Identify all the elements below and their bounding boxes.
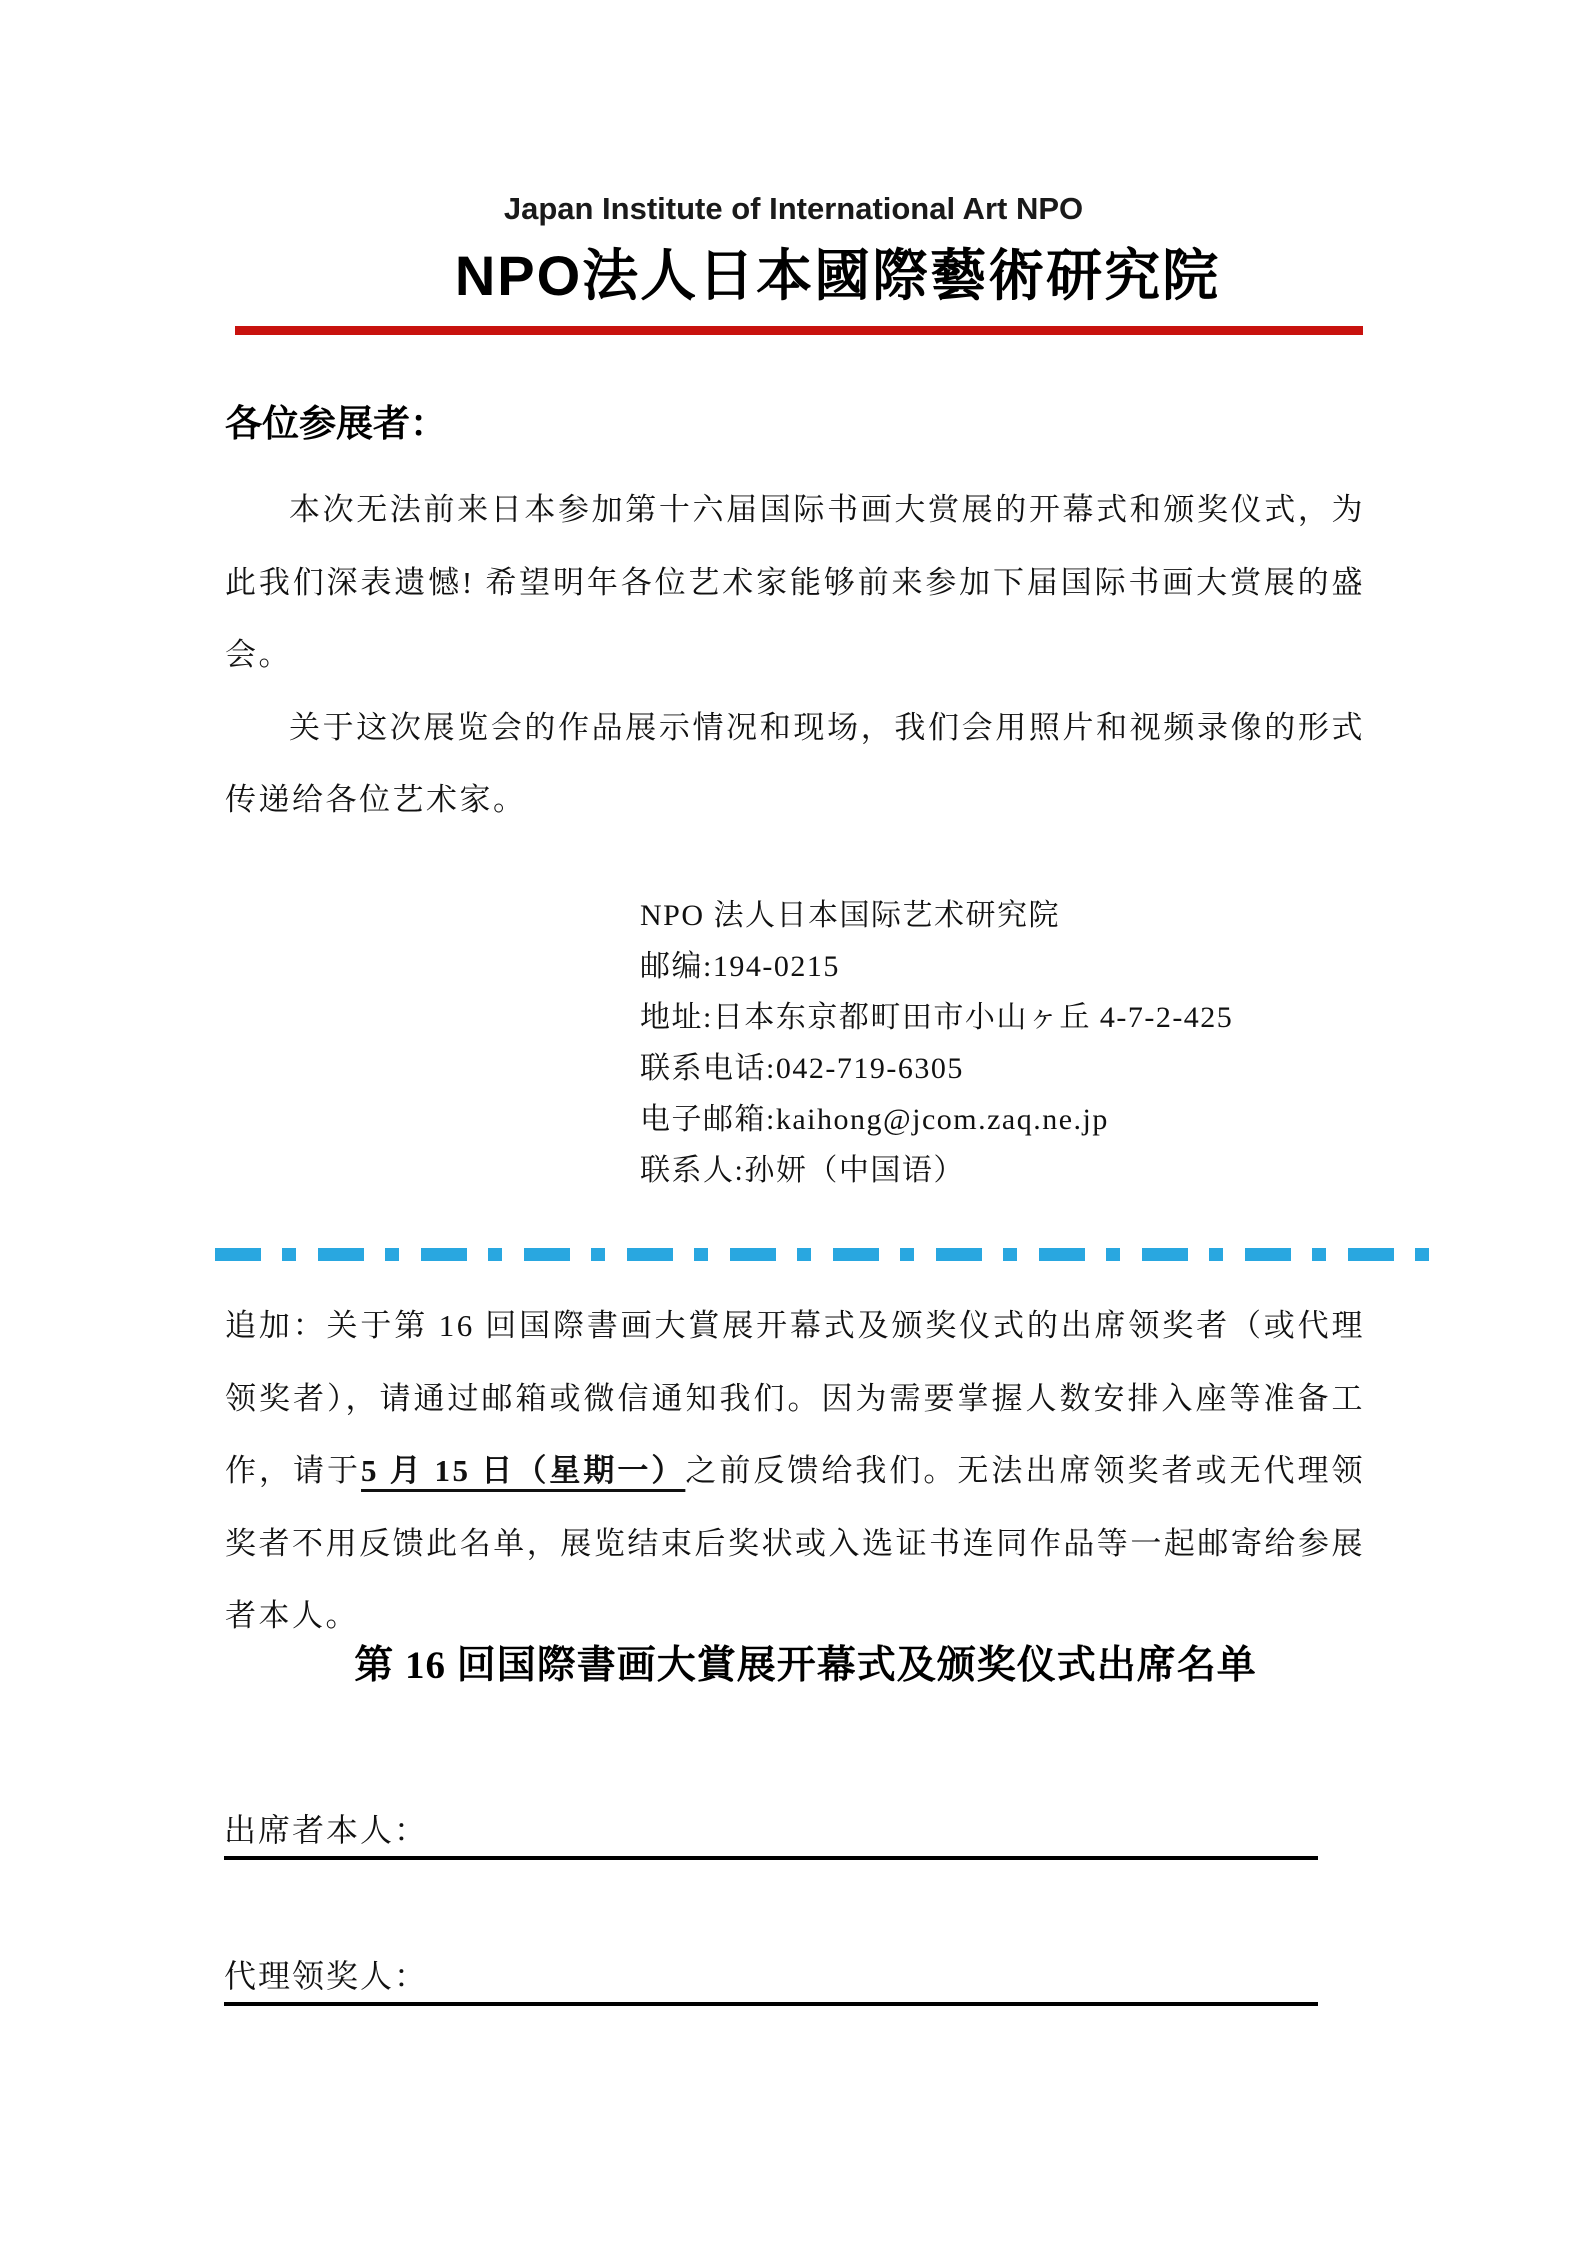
contact-email: 电子邮箱:kaihong@jcom.zaq.ne.jp: [640, 1103, 1109, 1136]
proxy-recipient-line: [224, 1956, 1318, 2006]
contact-block: [640, 890, 1233, 1196]
addendum-text-before: 追加：关于第 16 回国際書画大賞展开幕式及颁奖仪式的出席领奖者（或代理领奖者），请通过邮箱或微信通知我们。因为需要掌握人数安排入座等准备工作，请于: [225, 1308, 1365, 1488]
attendance-list-heading: 第 16 回国際書画大賞展开幕式及颁奖仪式出席名单: [354, 1644, 1257, 1687]
contact-org-line: NPO 法人日本国际艺术研究院: [640, 899, 1061, 932]
contact-postcode: 邮编:194-0215: [640, 950, 840, 983]
contact-phone: 联系电话:042-719-6305: [640, 1052, 964, 1085]
body-paragraph-1: 本次无法前来日本参加第十六届国际书画大赏展的开幕式和颁奖仪式，为此我们深表遗憾! 希望明年各位艺术家能够前来参加下届国际书画大赏展的盛会。: [225, 492, 1365, 672]
deadline-highlight: 5 月 15 日（星期一）: [361, 1453, 686, 1488]
letter-body: [225, 474, 1365, 837]
org-name-english: Japan Institute of International Art NPO: [503, 191, 1084, 226]
proxy-recipient-label: 代理领奖人：: [224, 1958, 429, 1994]
contact-address: 地址:日本东京都町田市小山ヶ丘 4-7-2-425: [640, 1001, 1234, 1034]
attendee-self-line: [224, 1810, 1318, 1860]
salutation: 各位参展者：: [225, 403, 447, 444]
dash-dot-divider: [215, 1248, 1430, 1261]
org-name-chinese: NPO法人日本國際藝術研究院: [454, 244, 1221, 307]
addendum-paragraph: [225, 1290, 1365, 1653]
title-underline-rule: [235, 326, 1363, 335]
attendee-self-label: 出席者本人：: [224, 1812, 429, 1848]
contact-person: 联系人:孙妍（中国语）: [640, 1154, 965, 1187]
addendum-text-after: 之前反馈给我们。无法出席领奖者或无代理领奖者不用反馈此名单，展览结束后奖状或入选证书连同作品等一起邮寄给参展者本人。: [225, 1453, 1366, 1633]
body-paragraph-2: 关于这次展览会的作品展示情况和现场，我们会用照片和视频录像的形式传递给各位艺术家。: [225, 709, 1365, 817]
